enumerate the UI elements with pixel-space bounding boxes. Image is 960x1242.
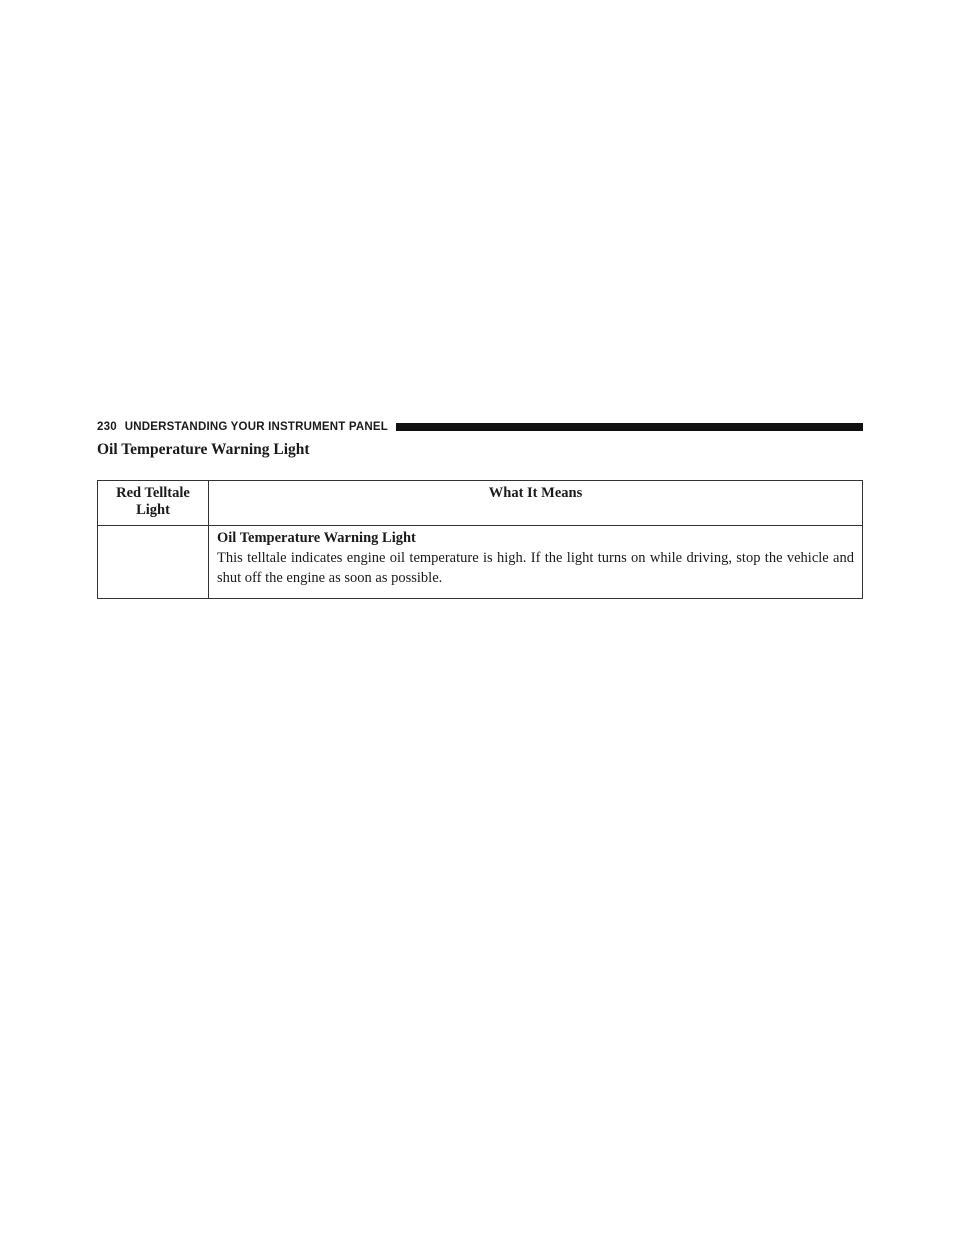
meaning-cell (209, 526, 863, 599)
section-title: Oil Temperature Warning Light (97, 441, 310, 458)
telltale-table (97, 480, 863, 599)
section-label: UNDERSTANDING YOUR INSTRUMENT PANEL (124, 421, 388, 433)
telltale-icon-cell (98, 526, 209, 599)
row-description: This telltale indicates engine oil temperature is high. If the light turns on while driving, stop the vehicle and shut off the engine as soon as possible. (217, 550, 854, 586)
page-header (97, 418, 863, 436)
row-title: Oil Temperature Warning Light (217, 530, 416, 546)
page-number: 230 (97, 421, 117, 433)
header-rule (396, 423, 863, 431)
column-header-red-telltale-light: Red Telltale Light (98, 481, 209, 526)
table-row (98, 526, 863, 599)
column-header-what-it-means: What It Means (209, 481, 863, 526)
table-header-row (98, 481, 863, 526)
